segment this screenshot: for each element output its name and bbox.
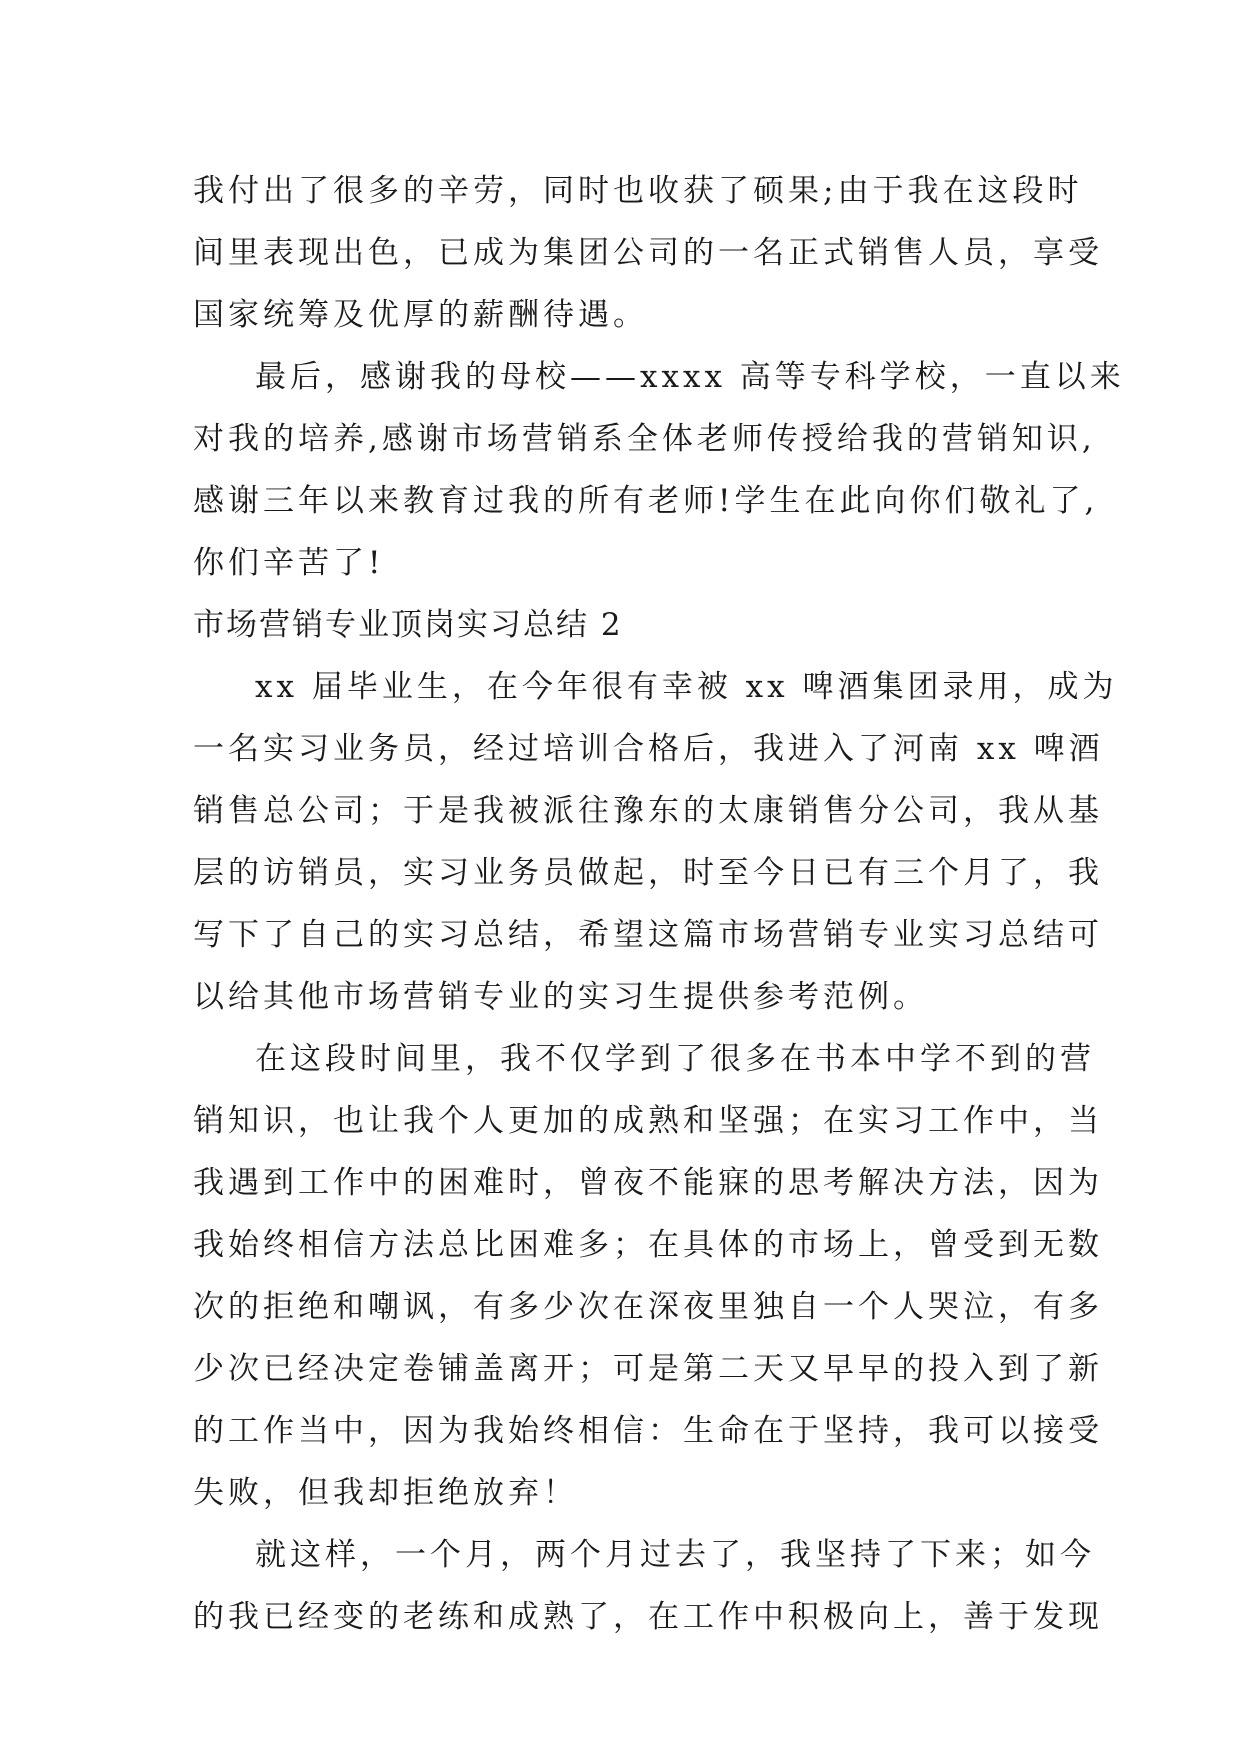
paragraph-line: 间里表现出色，已成为集团公司的一名正式销售人员，享受 bbox=[193, 235, 1103, 271]
section-heading: 市场营销专业顶岗实习总结 2 bbox=[193, 607, 623, 643]
paragraph-line: 在这段时间里，我不仅学到了很多在书本中学不到的营 bbox=[255, 1041, 1095, 1077]
paragraph-line: 我始终相信方法总比困难多；在具体的市场上，曾受到无数 bbox=[193, 1227, 1103, 1263]
paragraph-line: 销售总公司；于是我被派往豫东的太康销售分公司，我从基 bbox=[193, 793, 1103, 829]
paragraph-line: 以给其他市场营销专业的实习生提供参考范例。 bbox=[193, 979, 928, 1015]
paragraph-line: 的我已经变的老练和成熟了，在工作中积极向上，善于发现 bbox=[193, 1599, 1103, 1635]
paragraph-line: 写下了自己的实习总结，希望这篇市场营销专业实习总结可 bbox=[193, 917, 1103, 953]
paragraph-line: 一名实习业务员，经过培训合格后，我进入了河南 xx 啤酒 bbox=[193, 731, 1104, 767]
paragraph-line: 少次已经决定卷铺盖离开；可是第二天又早早的投入到了新 bbox=[193, 1351, 1103, 1387]
paragraph-line: 我付出了很多的辛劳，同时也收获了硕果;由于我在这段时 bbox=[193, 173, 1083, 209]
paragraph-line: 国家统筹及优厚的薪酬待遇。 bbox=[193, 297, 648, 333]
paragraph-line: 我遇到工作中的困难时，曾夜不能寐的思考解决方法，因为 bbox=[193, 1165, 1103, 1201]
paragraph-line: 就这样，一个月，两个月过去了，我坚持了下来；如今 bbox=[255, 1537, 1095, 1573]
paragraph-line: 失败，但我却拒绝放弃！ bbox=[193, 1475, 578, 1511]
paragraph-line: 最后，感谢我的母校——xxxx 高等专科学校，一直以来 bbox=[255, 359, 1125, 395]
paragraph-line: xx 届毕业生，在今年很有幸被 xx 啤酒集团录用，成为 bbox=[255, 669, 1118, 705]
document-body bbox=[193, 160, 1125, 1648]
paragraph-line: 你们辛苦了! bbox=[193, 545, 385, 581]
paragraph-line: 层的访销员，实习业务员做起，时至今日已有三个月了，我 bbox=[193, 855, 1103, 891]
paragraph-line: 感谢三年以来教育过我的所有老师!学生在此向你们敬礼了, bbox=[193, 483, 1099, 519]
paragraph-line: 对我的培养,感谢市场营销系全体老师传授给我的营销知识, bbox=[193, 421, 1096, 457]
paragraph-line: 次的拒绝和嘲讽，有多少次在深夜里独自一个人哭泣，有多 bbox=[193, 1289, 1103, 1325]
paragraph-line: 的工作当中，因为我始终相信：生命在于坚持，我可以接受 bbox=[193, 1413, 1103, 1449]
paragraph-line: 销知识，也让我个人更加的成熟和坚强；在实习工作中，当 bbox=[193, 1103, 1103, 1139]
